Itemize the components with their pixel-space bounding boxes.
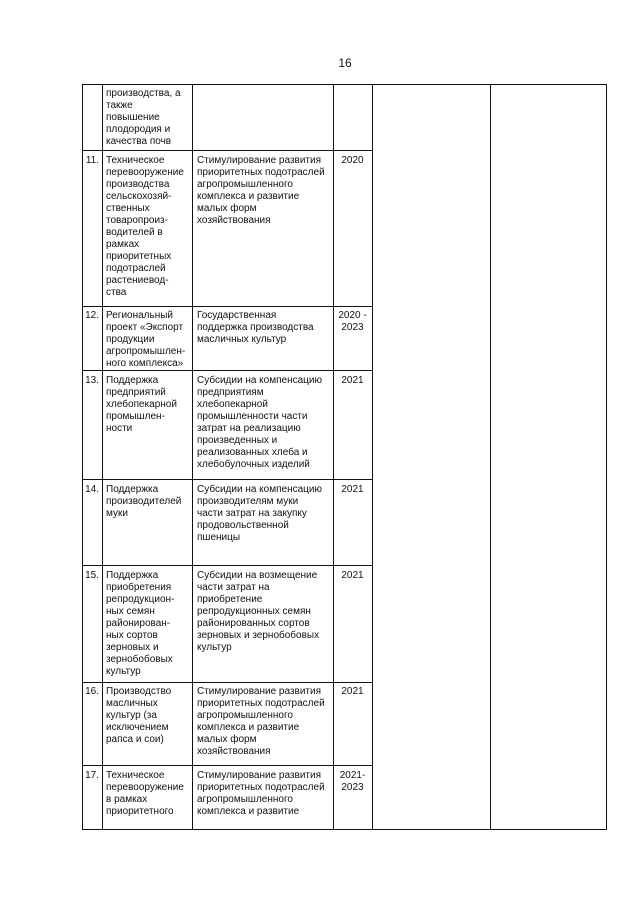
row-name: Техническое перевооружение производства сельскохозяй- ственных товаропроиз- водителей в рамках приоритетных подотраслей растениевод- ства	[106, 155, 184, 298]
row-name: Техническое перевооружение в рамках приоритетного	[106, 770, 184, 817]
program-table	[82, 84, 607, 830]
row-direction: Субсидии на возмещение части затрат на приобретение репродукционных семян районированных сортов зерновых и зернобобовых культур	[197, 570, 320, 653]
table-border-top	[82, 84, 607, 85]
row-number: 11.	[85, 155, 99, 166]
row-name: Производство масличных культур (за исключением рапса и сои)	[106, 686, 172, 745]
table-row-divider	[82, 479, 373, 480]
table-border-right	[606, 84, 607, 830]
row-name: Поддержка приобретения репродукцион- ных семян районирован- ных сортов зерновых и зернобобовых культур	[106, 570, 175, 677]
row-number: 12.	[85, 310, 99, 321]
table-row-divider	[82, 565, 373, 566]
row-year: 2020 - 2023	[338, 310, 367, 333]
table-col-divider	[372, 84, 373, 830]
table-row-divider	[82, 370, 373, 371]
row-direction: Субсидии на компенсацию предприятиям хлебопекарной промышленности части затрат на реализацию произведенных и реализованных хлеба и хлебобулочных изделий	[197, 375, 322, 470]
row-direction: Государственная поддержка производства масличных культур	[197, 310, 314, 345]
row-direction: Стимулирование развития приоритетных подотраслей агропромышленного комплекса и развитие	[197, 770, 325, 817]
page-number: 16	[338, 56, 352, 70]
row-number: 17.	[85, 770, 99, 781]
row-number: 15.	[85, 570, 99, 581]
table-col-divider	[102, 84, 103, 830]
table-row-divider	[82, 765, 373, 766]
row-direction: Субсидии на компенсацию производителям муки части затрат на закупку продовольственной пшеницы	[197, 484, 322, 543]
row-number: 14.	[85, 484, 99, 495]
row-year: 2021	[341, 484, 364, 495]
row-year: 2021- 2023	[339, 770, 366, 793]
table-border-left	[82, 84, 83, 830]
row-name: Поддержка производителей муки	[106, 484, 182, 519]
row-name: Поддержка предприятий хлебопекарной промышлен- ности	[106, 375, 177, 434]
table-row-divider	[82, 150, 373, 151]
table-col-divider	[333, 84, 334, 830]
table-row-divider	[82, 306, 373, 307]
table-row-divider	[82, 682, 373, 683]
row-name: Региональный проект «Экспорт продукции агропромышлен- ного комплекса»	[106, 310, 186, 369]
row-year: 2021	[341, 570, 364, 581]
table-border-bottom	[82, 829, 607, 830]
row-year: 2021	[341, 686, 364, 697]
table-col-divider	[192, 84, 193, 830]
table-col-divider	[490, 84, 491, 830]
row-direction: Стимулирование развития приоритетных подотраслей агропромышленного комплекса и развитие малых форм хозяйствования	[197, 686, 325, 757]
row-year: 2021	[341, 375, 364, 386]
row-name: производства, а также повышение плодородия и качества почв	[106, 88, 181, 147]
row-year: 2020	[341, 155, 364, 166]
row-number: 16.	[85, 686, 99, 697]
row-direction: Стимулирование развития приоритетных подотраслей агропромышленного комплекса и развитие малых форм хозяйствования	[197, 155, 325, 226]
row-number: 13.	[85, 375, 99, 386]
